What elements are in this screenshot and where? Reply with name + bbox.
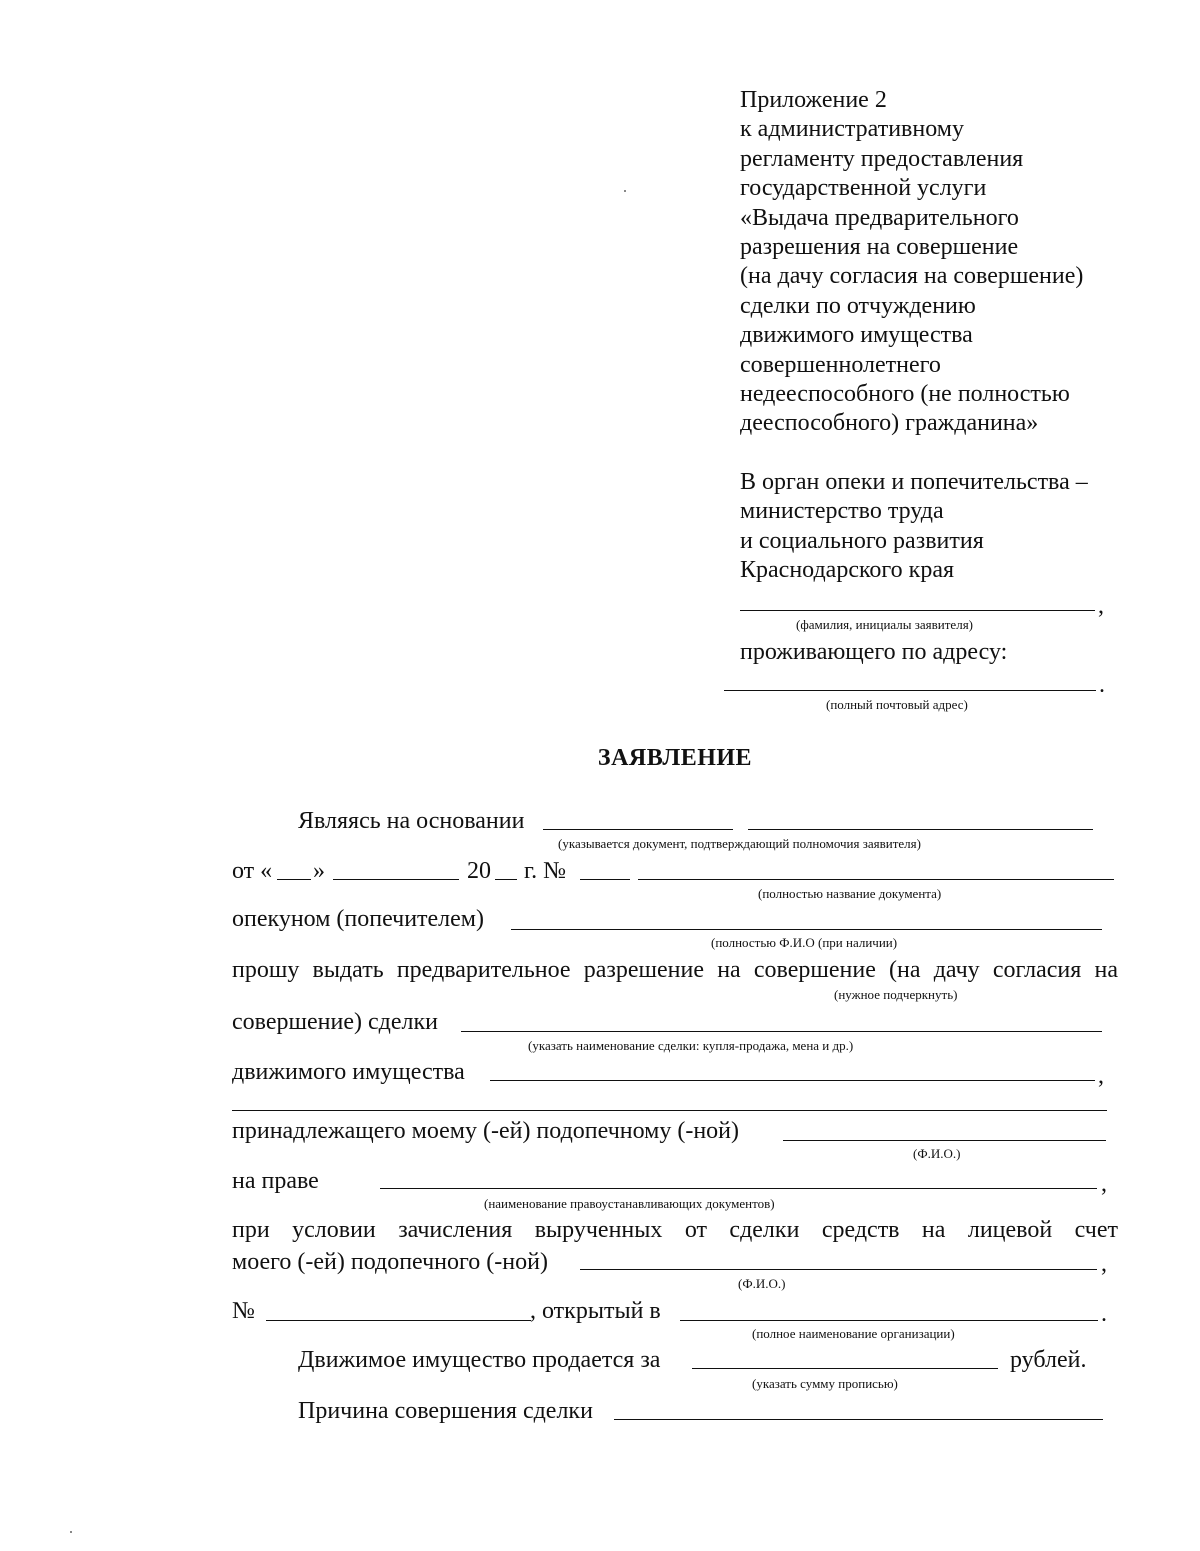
recipient-line: В орган опеки и попечительства – bbox=[740, 469, 1088, 495]
header-line: (на дачу согласия на совершение) bbox=[740, 263, 1084, 290]
basis-field-2[interactable] bbox=[748, 829, 1093, 830]
scan-speck bbox=[70, 1531, 72, 1533]
guardian-hint: (полностью Ф.И.О (при наличии) bbox=[711, 935, 898, 950]
basis-field-1[interactable] bbox=[543, 829, 733, 830]
header-line: дееспособного) гражданина» bbox=[740, 410, 1039, 437]
ward-hint: (Ф.И.О.) bbox=[913, 1146, 961, 1161]
basis-label: Являясь на основании bbox=[298, 808, 525, 834]
comma: , bbox=[1098, 1063, 1104, 1089]
header-line: недееспособного (не полностью bbox=[740, 380, 1070, 407]
property-field-continued[interactable] bbox=[232, 1110, 1107, 1111]
header-line: регламенту предоставления bbox=[740, 145, 1024, 172]
header-line: движимого имущества bbox=[740, 322, 973, 349]
guardian-label: опекуном (попечителем) bbox=[232, 906, 484, 932]
deal-label: совершение) сделки bbox=[232, 1009, 438, 1035]
underline-hint: (нужное подчеркнуть) bbox=[834, 987, 958, 1002]
reason-field[interactable] bbox=[614, 1419, 1103, 1420]
number-sign: № bbox=[232, 1298, 255, 1324]
request-line: прошу выдать предварительное разрешение на совершение (на дачу согласия на bbox=[232, 957, 1118, 983]
period: . bbox=[1101, 1301, 1107, 1327]
month-field[interactable] bbox=[333, 879, 459, 880]
organization-field[interactable] bbox=[680, 1320, 1098, 1321]
right-label: на праве bbox=[232, 1168, 319, 1194]
from-label: от « bbox=[232, 858, 273, 884]
year-prefix: 20 bbox=[467, 858, 491, 884]
year-field[interactable] bbox=[495, 879, 517, 880]
applicant-name-hint: (фамилия, инициалы заявителя) bbox=[796, 617, 973, 632]
price-field[interactable] bbox=[692, 1368, 998, 1369]
comma: , bbox=[1101, 1251, 1107, 1277]
reason-label: Причина совершения сделки bbox=[298, 1398, 593, 1424]
header-line: разрешения на совершение bbox=[740, 233, 1019, 260]
recipient-line: министерство труда bbox=[740, 498, 944, 525]
guardian-field[interactable] bbox=[511, 929, 1102, 930]
address-line[interactable] bbox=[724, 690, 1096, 691]
day-field[interactable] bbox=[277, 879, 311, 880]
ward2-field[interactable] bbox=[580, 1269, 1097, 1270]
residing-label: проживающего по адресу: bbox=[740, 639, 1008, 665]
ward-field[interactable] bbox=[783, 1140, 1106, 1141]
document-title: ЗАЯВЛЕНИЕ bbox=[597, 745, 753, 771]
organization-hint: (полное наименование организации) bbox=[752, 1326, 955, 1341]
right-hint: (наименование правоустанавливающих документов) bbox=[484, 1196, 775, 1211]
right-field[interactable] bbox=[380, 1188, 1097, 1189]
header-line: к административному bbox=[740, 116, 964, 143]
ward-label: принадлежащего моему (-ей) подопечному (-ной) bbox=[232, 1118, 739, 1144]
appendix-header bbox=[740, 86, 1083, 439]
condition-line: при условии зачисления вырученных от сделки средств на лицевой счет bbox=[232, 1217, 1118, 1243]
basis-hint: (указывается документ, подтверждающий полномочия заявителя) bbox=[558, 836, 921, 851]
year-suffix: г. № bbox=[524, 858, 567, 884]
doc-name-hint: (полностью название документа) bbox=[758, 886, 942, 901]
account-number-field[interactable] bbox=[266, 1320, 531, 1321]
property-field[interactable] bbox=[490, 1080, 1095, 1081]
price-label: Движимое имущество продается за bbox=[298, 1347, 661, 1373]
recipient-line: и социального развития bbox=[740, 527, 984, 554]
opened-label: , открытый в bbox=[530, 1298, 661, 1324]
ward2-label: моего (-ей) подопечного (-ной) bbox=[232, 1249, 548, 1275]
deal-field[interactable] bbox=[461, 1031, 1102, 1032]
price-hint: (указать сумму прописью) bbox=[752, 1376, 898, 1391]
recipient-line: Краснодарского края bbox=[740, 557, 955, 584]
period: . bbox=[1099, 672, 1105, 698]
property-label: движимого имущества bbox=[232, 1059, 465, 1085]
header-line: Приложение 2 bbox=[740, 87, 887, 113]
scan-speck bbox=[624, 190, 626, 192]
recipient-block bbox=[740, 468, 1088, 586]
from-close: » bbox=[313, 858, 325, 884]
ward2-hint: (Ф.И.О.) bbox=[738, 1276, 786, 1291]
header-line: совершеннолетнего bbox=[740, 351, 941, 378]
header-line: государственной услуги bbox=[740, 175, 987, 202]
deal-hint: (указать наименование сделки: купля-продажа, мена и др.) bbox=[528, 1038, 854, 1053]
price-suffix: рублей. bbox=[1010, 1347, 1087, 1373]
comma: , bbox=[1101, 1171, 1107, 1197]
doc-number-field[interactable] bbox=[580, 879, 630, 880]
header-line: «Выдача предварительного bbox=[740, 204, 1019, 231]
applicant-name-line[interactable] bbox=[740, 610, 1095, 611]
comma: , bbox=[1098, 593, 1104, 619]
address-hint: (полный почтовый адрес) bbox=[826, 697, 968, 712]
doc-name-field[interactable] bbox=[638, 879, 1114, 880]
header-line: сделки по отчуждению bbox=[740, 292, 976, 319]
